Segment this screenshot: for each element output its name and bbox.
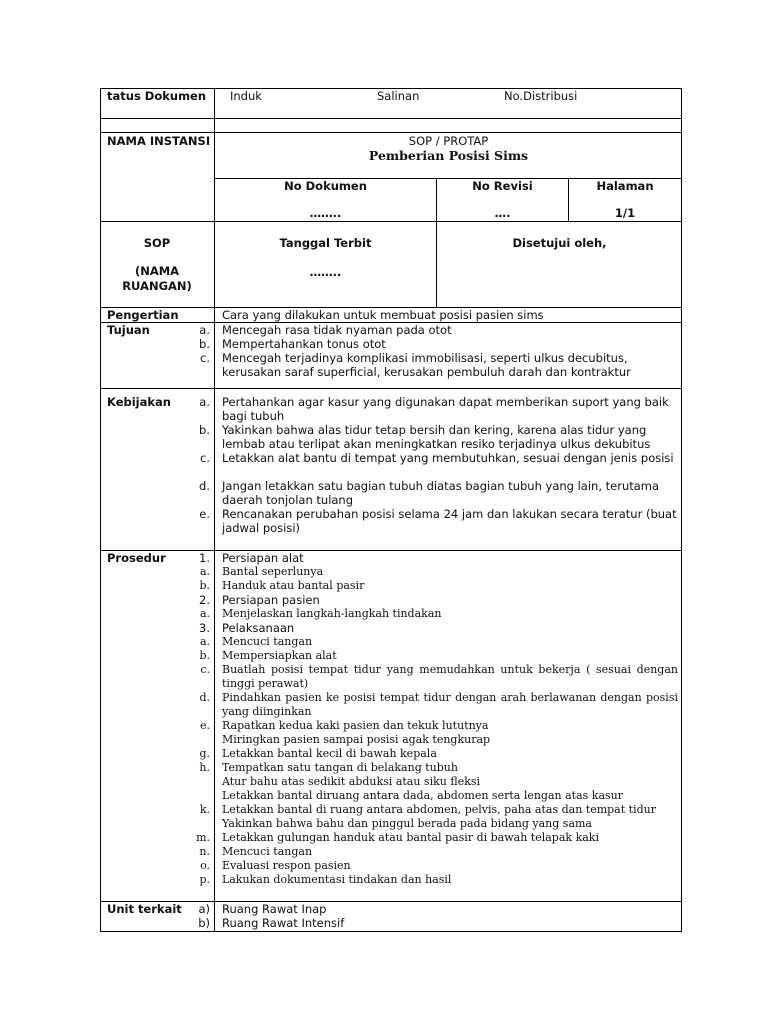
list-marker: a) [198,902,210,916]
prosedur-item: Buatlah posisi tempat tidur yang memudahkan untuk bekerja ( sesuai dengan tinggi perawat) [222,663,678,690]
row-line [100,118,682,119]
sop-document [100,88,682,932]
list-marker: e. [199,719,210,732]
induk-label: Induk [230,89,262,103]
list-marker: g. [199,747,210,760]
no-revisi-label: No Revisi [472,179,533,193]
kebijakan-item: Yakinkan bahwa alas tidur tetap bersih dan kering, karena alas tidur yang lembab atau terlipat akan meningkatkan resiko terjadinya ulkus dekubitus [222,423,651,451]
prosedur-item: Mempersiapkan alat [222,649,337,662]
list-marker: 1. [199,551,210,565]
prosedur-item: Evaluasi respon pasien [222,859,351,872]
no-revisi-value: …. [494,206,511,220]
prosedur-item: Yakinkan bahwa bahu dan pinggul berada pada bidang yang sama [222,817,592,830]
border-right [681,88,682,932]
prosedur-item: Tempatkan satu tangan di belakang tubuh [222,761,458,774]
row-line [100,221,682,222]
list-marker: a. [199,323,210,337]
unit-item: Ruang Rawat Inap [222,902,327,916]
instansi-name: NAMA INSTANSI [107,134,211,148]
tujuan-item: Mempertahankan tonus otot [222,337,386,351]
tujuan-item: Mencegah rasa tidak nyaman pada otot [222,323,452,337]
ruangan-line1: (NAMA [134,264,180,278]
ruangan-line2: RUANGAN) [122,279,192,293]
sop-label: SOP [143,236,171,250]
list-marker: a. [199,395,210,409]
list-marker: o. [200,859,210,872]
prosedur-item: Menjelaskan langkah-langkah tindakan [222,607,442,620]
row-line [100,132,682,133]
list-marker: h. [199,761,210,774]
list-marker: a. [199,565,210,578]
list-marker: b. [199,337,210,351]
prosedur-item: Letakkan gulungan handuk atau bantal pasir di bawah telapak kaki [222,831,599,844]
list-marker: b) [198,916,210,930]
kebijakan-item: Pertahankan agar kasur yang digunakan dapat memberikan suport yang baik bagi tubuh [222,395,669,423]
prosedur-item: Letakkan bantal diruang antara dada, abdomen serta lengan atas kasur [222,789,624,802]
list-marker: c. [200,663,210,676]
border-left [100,88,101,932]
list-marker: d. [199,479,210,493]
halaman-value: 1/1 [614,206,636,220]
distribusi-label: No.Distribusi [504,89,578,103]
prosedur-item: Handuk atau bantal pasir [222,579,365,592]
kebijakan-item: Letakkan alat bantu di tempat yang membutuhkan, sesuai dengan jenis posisi [222,451,674,465]
prosedur-item: Lakukan dokumentasi tindakan dan hasil [222,873,452,886]
list-marker: c. [200,351,210,365]
prosedur-item: Rapatkan kedua kaki pasien dan tekuk lututnya [222,719,489,732]
kebijakan-item: Jangan letakkan satu bagian tubuh diatas bagian tubuh yang lain, terutama daerah tonjolan tulang [222,479,660,507]
prosedur-label: Prosedur [107,551,166,565]
list-marker: d. [199,691,210,704]
salinan-label: Salinan [377,89,420,103]
prosedur-item: Atur bahu atas sedikit abduksi atau siku fleksi [222,775,481,788]
pengertian-label: Pengertian [107,308,179,322]
list-marker: a. [199,607,210,620]
prosedur-item: Mencuci tangan [222,635,313,648]
no-dokumen-label: No Dokumen [284,179,367,193]
tanggal-terbit-label: Tanggal Terbit [279,236,372,250]
prosedur-item: Pelaksanaan [222,621,295,635]
row-line [100,388,682,389]
pengertian-text: Cara yang dilakukan untuk membuat posisi pasien sims [222,308,544,322]
document-title: Pemberian Posisi Sims [368,148,529,163]
unit-terkait-label: Unit terkait [107,902,182,916]
kebijakan-item: Rencanakan perubahan posisi selama 24 jam dan lakukan secara teratur (buat jadwal posisi) [222,507,677,535]
list-marker: b. [199,423,210,437]
list-marker: b. [199,649,210,662]
kebijakan-label: Kebijakan [107,395,171,409]
prosedur-item: Miringkan pasien sampai posisi agak tengkurap [222,733,491,746]
tujuan-item: Mencegah terjadinya komplikasi immobilisasi, seperti ulkus decubitus, kerusakan saraf superficial, kerusakan pembuluh darah dan kontraktur [222,351,631,379]
sop-protap-heading: SOP / PROTAP [408,134,489,148]
list-marker: p. [199,873,210,886]
list-marker: c. [200,451,210,465]
prosedur-item: Bantal seperlunya [222,565,324,578]
tujuan-label: Tujuan [107,323,150,337]
prosedur-item: Pindahkan pasien ke posisi tempat tidur dengan arah berlawanan dengan posisi yang diinginkan [222,691,678,718]
prosedur-item: Mencuci tangan [222,845,313,858]
border-bottom [100,931,682,932]
halaman-label: Halaman [596,179,654,193]
tanggal-terbit-value: …….. [309,265,342,279]
list-marker: e. [199,507,210,521]
list-marker: n. [199,845,210,858]
prosedur-item: Letakkan bantal kecil di bawah kepala [222,747,437,760]
unit-item: Ruang Rawat Intensif [222,916,345,930]
disetujui-label: Disetujui oleh, [512,236,607,250]
prosedur-item: Letakkan bantal di ruang antara abdomen, pelvis, paha atas dan tempat tidur [222,803,656,816]
list-marker: m. [196,831,210,844]
status-dokumen-label: tatus Dokumen [107,89,207,103]
prosedur-item: Persiapan alat [222,551,304,565]
list-marker: k. [199,803,210,816]
list-marker: a. [199,635,210,648]
no-dokumen-value: …….. [309,206,342,220]
prosedur-item: Persiapan pasien [222,593,320,607]
list-marker: 2. [199,593,210,607]
list-marker: 3. [199,621,210,635]
list-marker: b. [199,579,210,592]
